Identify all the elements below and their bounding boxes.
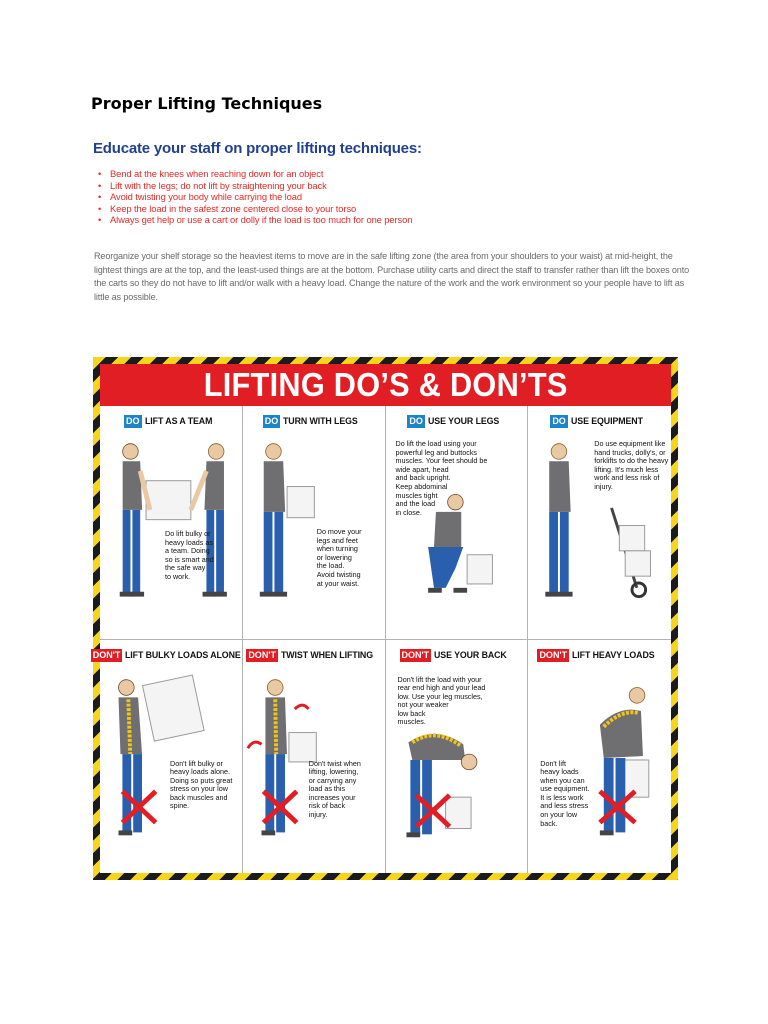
panel-header (386, 415, 528, 428)
panel-description: Do move your legs and feet when turning or lowering the load. Avoid twisting at your waist. (316, 527, 362, 588)
panel-lift-heavy-loads (528, 640, 671, 874)
panel-label: LIFT AS A TEAM (144, 416, 212, 427)
panel-header (243, 649, 385, 662)
panel-description: Don't twist when lifting, lowering, or carrying any load as this increases your risk of back injury. (308, 758, 361, 820)
panel-lift-bulky-alone (92, 640, 243, 874)
staff-tips-image (88, 132, 694, 300)
staff-tips-heading: Educate your staff on proper lifting techniques: (93, 140, 422, 157)
panel-label: USE YOUR LEGS (427, 416, 500, 427)
panel-header (243, 415, 385, 428)
turn-with-legs-illustration (243, 432, 385, 639)
panel-label: LIFT BULKY LOADS ALONE (125, 649, 242, 661)
panel-description: Don't lift bulky or heavy loads alone. Doing so puts great stress on your low back muscles and spine. (170, 758, 233, 811)
do-tag: DO (552, 416, 566, 426)
panel-description: Don't lift heavy loads when you can use equipment. It is less work and less stress on your low back. (540, 758, 590, 828)
tip-item: • Lift with the legs; do not lift by straightening your back (96, 180, 412, 192)
panel-header (386, 649, 528, 662)
panel-turn-with-legs (243, 406, 386, 640)
tip-item: • Bend at the knees when reaching down for an object (96, 168, 412, 180)
panel-use-your-back (386, 640, 529, 874)
lifting-poster (93, 357, 678, 880)
page-title: Proper Lifting Techniques (91, 94, 323, 113)
panel-use-your-legs (386, 406, 529, 640)
tip-item: • Avoid twisting your body while carrying the load (96, 191, 412, 203)
do-tag: DO (126, 416, 140, 426)
poster-panels (92, 406, 671, 873)
panel-header (528, 649, 671, 662)
panel-description: Don't lift the load with your rear end high and your lead low. Use your leg muscles, not your weaker low back muscles. (397, 674, 486, 727)
panel-description: Do use equipment like hand trucks, dolly's, or forklifts to do the heavy lifting. It's much less work and less risk of injury. (594, 439, 669, 491)
panel-label: USE YOUR BACK (434, 649, 507, 661)
poster-banner (100, 364, 671, 406)
do-tag: DO (409, 416, 423, 426)
poster-body (92, 364, 671, 873)
tip-item: • Keep the load in the safest zone centered close to your torso (96, 203, 412, 215)
staff-tips-list (96, 168, 412, 226)
panel-header (528, 415, 671, 428)
panel-description: Do lift bulky or heavy loads as a team. Doing so is smart and the safe way to work. (165, 529, 214, 581)
dont-tag: DON'T (92, 649, 121, 660)
panel-description: Do lift the load using your powerful leg and buttocks muscles. Your feet should be wide apart, head and back upright. Keep abdominal muscles tight and the load in close. (395, 439, 488, 517)
panel-header (100, 415, 242, 428)
panel-use-equipment (528, 406, 671, 640)
panel-label: TURN WITH LEGS (283, 416, 358, 427)
dont-tag: DON'T (539, 649, 568, 660)
panel-header (92, 649, 242, 662)
panel-label: TWIST WHEN LIFTING (280, 649, 373, 661)
do-tag: DO (264, 416, 279, 426)
poster-title: LIFTING DO’S & DON’TS (203, 366, 568, 403)
panel-twist-when-lifting (243, 640, 386, 874)
panel-label: LIFT HEAVY LOADS (572, 649, 655, 661)
staff-tips-paragraph: Reorganize your shelf storage so the heaviest items to move are in the safe lifting zone (the area from your shoulders to your waist) at mid-height, the lightest things are at the top, and the least-used things are at the bottom. Purchase utility carts and direct the staff to transfer rather than lift the boxes onto the carts so they do not have to lift and/or walk with a heavy load. Change the nature of the work and the work environment so your people have to lift as little as possible. (94, 251, 689, 302)
panel-label: USE EQUIPMENT (570, 416, 643, 427)
dont-tag: DON'T (248, 649, 276, 660)
panel-lift-as-team (100, 406, 243, 640)
tip-item: • Always get help or use a cart or dolly if the load is too much for one person (96, 214, 412, 226)
dont-tag: DON'T (401, 649, 430, 660)
